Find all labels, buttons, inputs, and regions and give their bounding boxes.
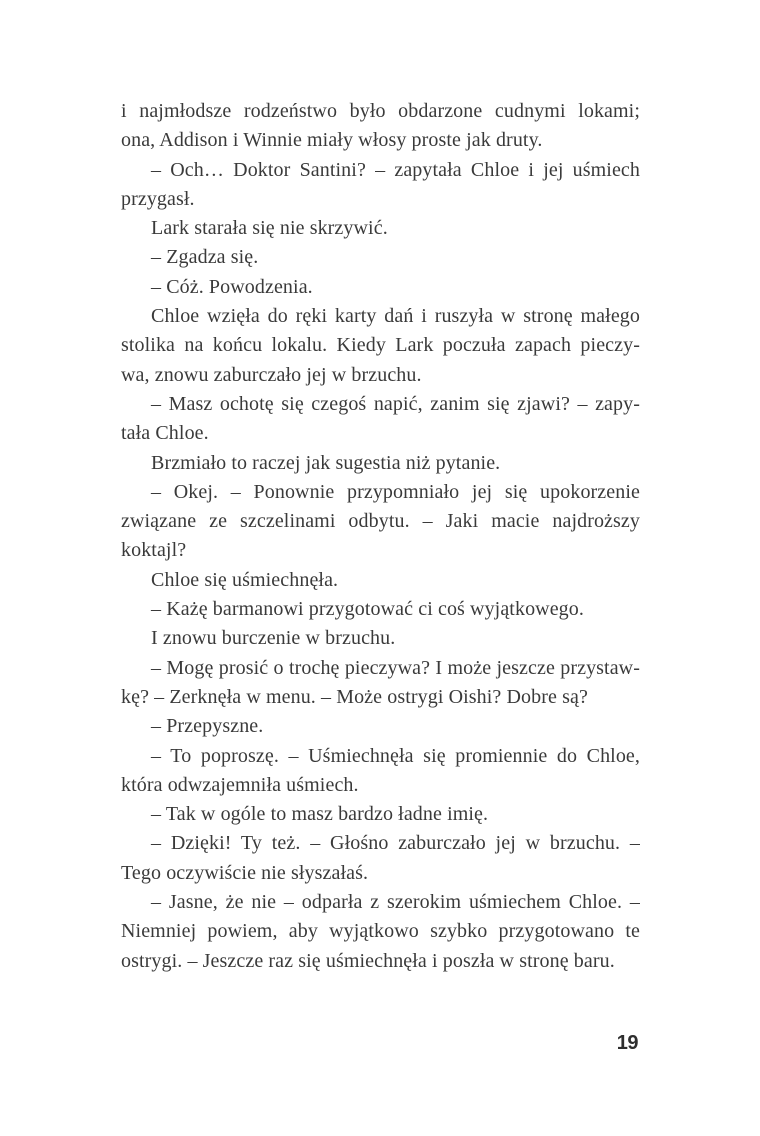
- text-line: ostrygi. – Jeszcze raz się uśmiechnęła i poszła w stronę baru.: [121, 949, 615, 972]
- text-line: wa, znowu zaburczało jej w brzuchu.: [121, 363, 422, 386]
- text-line: przygasł.: [121, 187, 195, 210]
- text-line: Niemniej powiem, aby wyjątkowo szybko przygotowano te: [121, 920, 640, 943]
- text-line: – Och… Doktor Santini? – zapytała Chloe i jej uśmiech: [151, 158, 640, 181]
- text-line: – Tak w ogóle to masz bardzo ładne imię.: [151, 803, 489, 826]
- text-line: koktajl?: [121, 539, 187, 562]
- text-line: Brzmiało to raczej jak sugestia niż pytanie.: [151, 451, 501, 474]
- text-line: stolika na końcu lokalu. Kiedy Lark poczuła zapach pieczy-: [121, 334, 640, 357]
- text-line: Chloe wzięła do ręki karty dań i ruszyła w stronę małego: [151, 305, 640, 328]
- text-line: związane ze szczelinami odbytu. – Jaki macie najdroższy: [121, 510, 640, 533]
- text-line: – Przepyszne.: [151, 715, 264, 738]
- text-line: Lark starała się nie skrzywić.: [151, 217, 388, 240]
- text-line: ona, Addison i Winnie miały włosy proste jak druty.: [121, 129, 543, 152]
- text-line: – Jasne, że nie – odparła z szerokim uśmiechem Chloe. –: [151, 891, 640, 914]
- text-line: I znowu burczenie w brzuchu.: [151, 627, 396, 650]
- text-line: – Okej. – Ponownie przypomniało jej się upokorzenie: [151, 480, 640, 503]
- text-line: – Dzięki! Ty też. – Głośno zaburczało jej w brzuchu. –: [151, 832, 640, 855]
- text-line: – Masz ochotę się czegoś napić, zanim się zjawi? – zapy-: [151, 392, 640, 415]
- text-line: kę? – Zerknęła w menu. – Może ostrygi Oishi? Dobre są?: [121, 685, 588, 708]
- text-line: Chloe się uśmiechnęła.: [151, 568, 339, 591]
- page-number: 19: [616, 1032, 638, 1054]
- text-line: i najmłodsze rodzeństwo było obdarzone cudnymi lokami;: [121, 100, 640, 122]
- text-line: która odwzajemniła uśmiech.: [121, 773, 359, 796]
- text-line: – Mogę prosić o trochę pieczywa? I może jeszcze przystaw-: [151, 656, 640, 679]
- text-line: – To poproszę. – Uśmiechnęła się promiennie do Chloe,: [151, 744, 640, 767]
- text-line: – Zgadza się.: [151, 246, 259, 269]
- text-line: tała Chloe.: [121, 422, 209, 445]
- text-line: – Każę barmanowi przygotować ci coś wyjątkowego.: [151, 598, 584, 621]
- body-text: [121, 97, 640, 976]
- text-line: – Cóż. Powodzenia.: [151, 275, 313, 298]
- text-line: Tego oczywiście nie słyszałaś.: [121, 861, 369, 884]
